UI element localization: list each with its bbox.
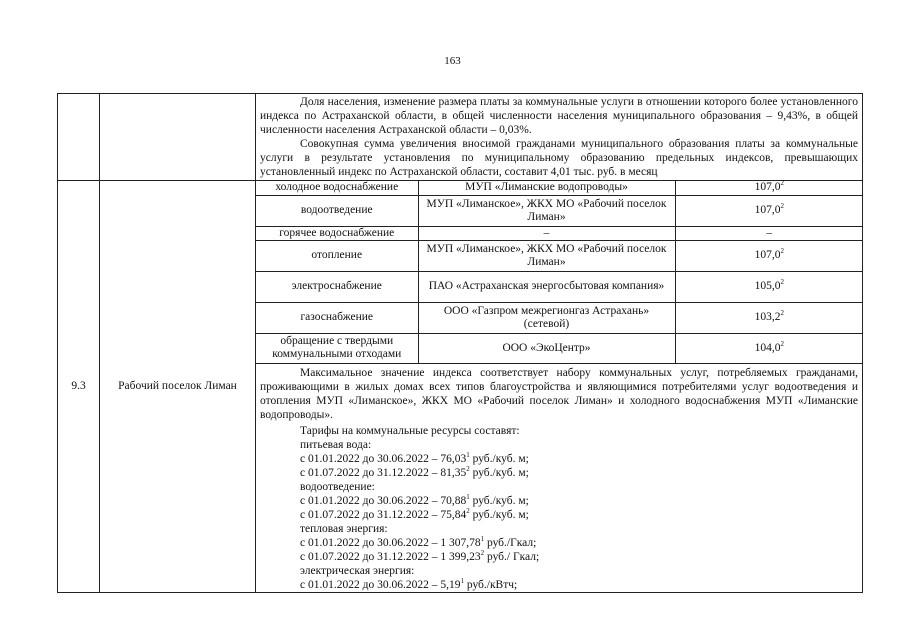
tariff-group-heading: тепловая энергия: xyxy=(300,522,388,535)
footnote-marker: 1 xyxy=(460,576,464,585)
tariff-line xyxy=(300,578,858,592)
tariff-period-value: с 01.07.2022 до 31.12.2022 – 75,84 xyxy=(300,508,467,521)
service-provider: ООО «ЭкоЦентр» xyxy=(418,333,675,363)
tariff-line xyxy=(300,536,858,550)
tariff-group-heading: питьевая вода: xyxy=(300,438,372,451)
service-index-value: 104,0 xyxy=(754,341,781,354)
footnote-marker: 2 xyxy=(780,309,784,318)
service-index-cell xyxy=(675,302,863,333)
tariff-line xyxy=(300,494,858,508)
tariff-line xyxy=(300,466,858,480)
table-row xyxy=(58,181,863,593)
service-name: электроснабжение xyxy=(256,271,418,302)
service-index-cell xyxy=(675,271,863,302)
service-name: горячее водоснабжение xyxy=(256,226,418,240)
section-number: 9.3 xyxy=(58,181,100,593)
tariff-line xyxy=(300,550,858,564)
service-provider: МУП «Лиманские водопроводы» xyxy=(418,181,675,195)
service-index-cell xyxy=(675,226,863,240)
tariff-period-value: с 01.01.2022 до 30.06.2022 – 76,03 xyxy=(300,452,467,465)
table-row xyxy=(58,94,863,181)
tariffs-intro: Тарифы на коммунальные ресурсы составят: xyxy=(300,424,520,437)
service-index-cell xyxy=(675,333,863,363)
footnote-marker: 1 xyxy=(480,534,485,543)
summary-cell xyxy=(256,94,863,181)
service-provider: ООО «Газпром межрегионгаз Астрахань» (сетевой) xyxy=(418,302,675,333)
tariff-unit: руб./куб. м; xyxy=(469,508,529,521)
footnote-marker: 2 xyxy=(780,339,784,348)
index-note: Максимальное значение индекса соответствует набору коммунальных услуг, потребляемых гражданами, проживающими в жилых домах всех типов благоустройства и являющимися потребителями услуг водоотведения и отопления МУП «Лиманское», ЖКХ МО «Рабочий поселок Лиман» и холодного водоснабжения МУП «Лиманские водопроводы». xyxy=(260,366,858,421)
tariff-period-value: с 01.01.2022 до 30.06.2022 – 5,19 xyxy=(300,578,461,591)
section-name: Рабочий поселок Лиман xyxy=(100,181,256,593)
tariff-line xyxy=(300,452,858,466)
service-row xyxy=(256,181,863,195)
footnote-marker: 1 xyxy=(466,492,470,501)
tariff-unit: руб./ Гкал; xyxy=(484,550,540,563)
tariff-period-value: с 01.07.2022 до 31.12.2022 – 81,35 xyxy=(300,466,467,479)
tariff-unit: руб./куб. м; xyxy=(469,452,529,465)
service-index-value: 107,0 xyxy=(754,249,781,261)
row-name-cell-empty xyxy=(100,94,256,181)
service-name: обращение с твердыми коммунальными отходами xyxy=(256,333,418,363)
service-row xyxy=(256,302,863,333)
summary-paragraph-total: Совокупная сумма увеличения вносимой гражданами муниципального образования платы за коммунальные услуги в результате установления по муниципальному образованию предельных индексов, превышающих установленный индекс по Астраханской области, составит 4,01 тыс. руб. в месяц xyxy=(260,138,858,178)
footnote-marker: 2 xyxy=(780,202,784,211)
service-name: холодное водоснабжение xyxy=(256,181,418,195)
footnote-marker: 2 xyxy=(480,548,485,557)
tariff-period-value: с 01.07.2022 до 31.12.2022 – 1 399,23 xyxy=(300,550,481,563)
service-index-cell xyxy=(675,181,863,195)
footnote-marker: 2 xyxy=(466,506,470,515)
service-name: водоотведение xyxy=(256,195,418,226)
service-provider: МУП «Лиманское», ЖКХ МО «Рабочий поселок Лиман» xyxy=(418,240,675,271)
service-provider: МУП «Лиманское», ЖКХ МО «Рабочий поселок Лиман» xyxy=(418,195,675,226)
service-row xyxy=(256,333,863,363)
tariff-unit: руб./Гкал; xyxy=(484,536,537,549)
section-details-cell xyxy=(256,181,863,593)
service-name: газоснабжение xyxy=(256,302,418,333)
service-row xyxy=(256,271,863,302)
service-name: отопление xyxy=(256,240,418,271)
service-index-value: – xyxy=(766,226,773,239)
tariff-group-heading: водоотведение: xyxy=(300,480,375,493)
footnote-marker: 2 xyxy=(780,247,784,256)
tariff-line xyxy=(300,508,858,522)
service-row xyxy=(256,195,863,226)
service-index-cell xyxy=(675,240,863,271)
tariff-group-heading: электрическая энергия: xyxy=(300,564,415,577)
footnote-marker: 1 xyxy=(466,450,470,459)
tariffs-block xyxy=(256,423,862,592)
tariff-unit: руб./куб. м; xyxy=(469,494,529,507)
footnote-marker: 2 xyxy=(466,464,470,473)
service-index-value: 107,0 xyxy=(754,204,781,216)
service-index-cell xyxy=(675,195,863,226)
footnote-marker: 2 xyxy=(780,278,784,287)
row-number-cell-empty xyxy=(58,94,100,181)
summary-paragraph-share: Доля населения, изменение размера платы за коммунальные услуги в отношении которого более установленного индекса по Астраханской области, в общей численности населения муниципального образования – 9,43%, в общей численности населения Астраханской области – 0,03%. xyxy=(260,96,858,136)
service-provider: – xyxy=(418,226,675,240)
service-provider: ПАО «Астраханская энергосбытовая компания» xyxy=(418,271,675,302)
service-row xyxy=(256,226,863,240)
tariff-unit: руб./куб. м; xyxy=(469,466,529,479)
page-number: 163 xyxy=(444,55,461,67)
footnote-marker: 2 xyxy=(780,179,784,188)
service-index-value: 107,0 xyxy=(754,181,781,194)
tariff-period-value: с 01.01.2022 до 30.06.2022 – 70,88 xyxy=(300,494,467,507)
main-table xyxy=(57,93,863,593)
tariff-period-value: с 01.01.2022 до 30.06.2022 – 1 307,78 xyxy=(300,536,481,549)
service-index-value: 105,0 xyxy=(754,280,781,292)
service-row xyxy=(256,240,863,271)
tariff-unit: руб./кВтч; xyxy=(463,578,518,591)
service-index-value: 103,2 xyxy=(754,311,781,323)
services-table xyxy=(256,181,863,364)
